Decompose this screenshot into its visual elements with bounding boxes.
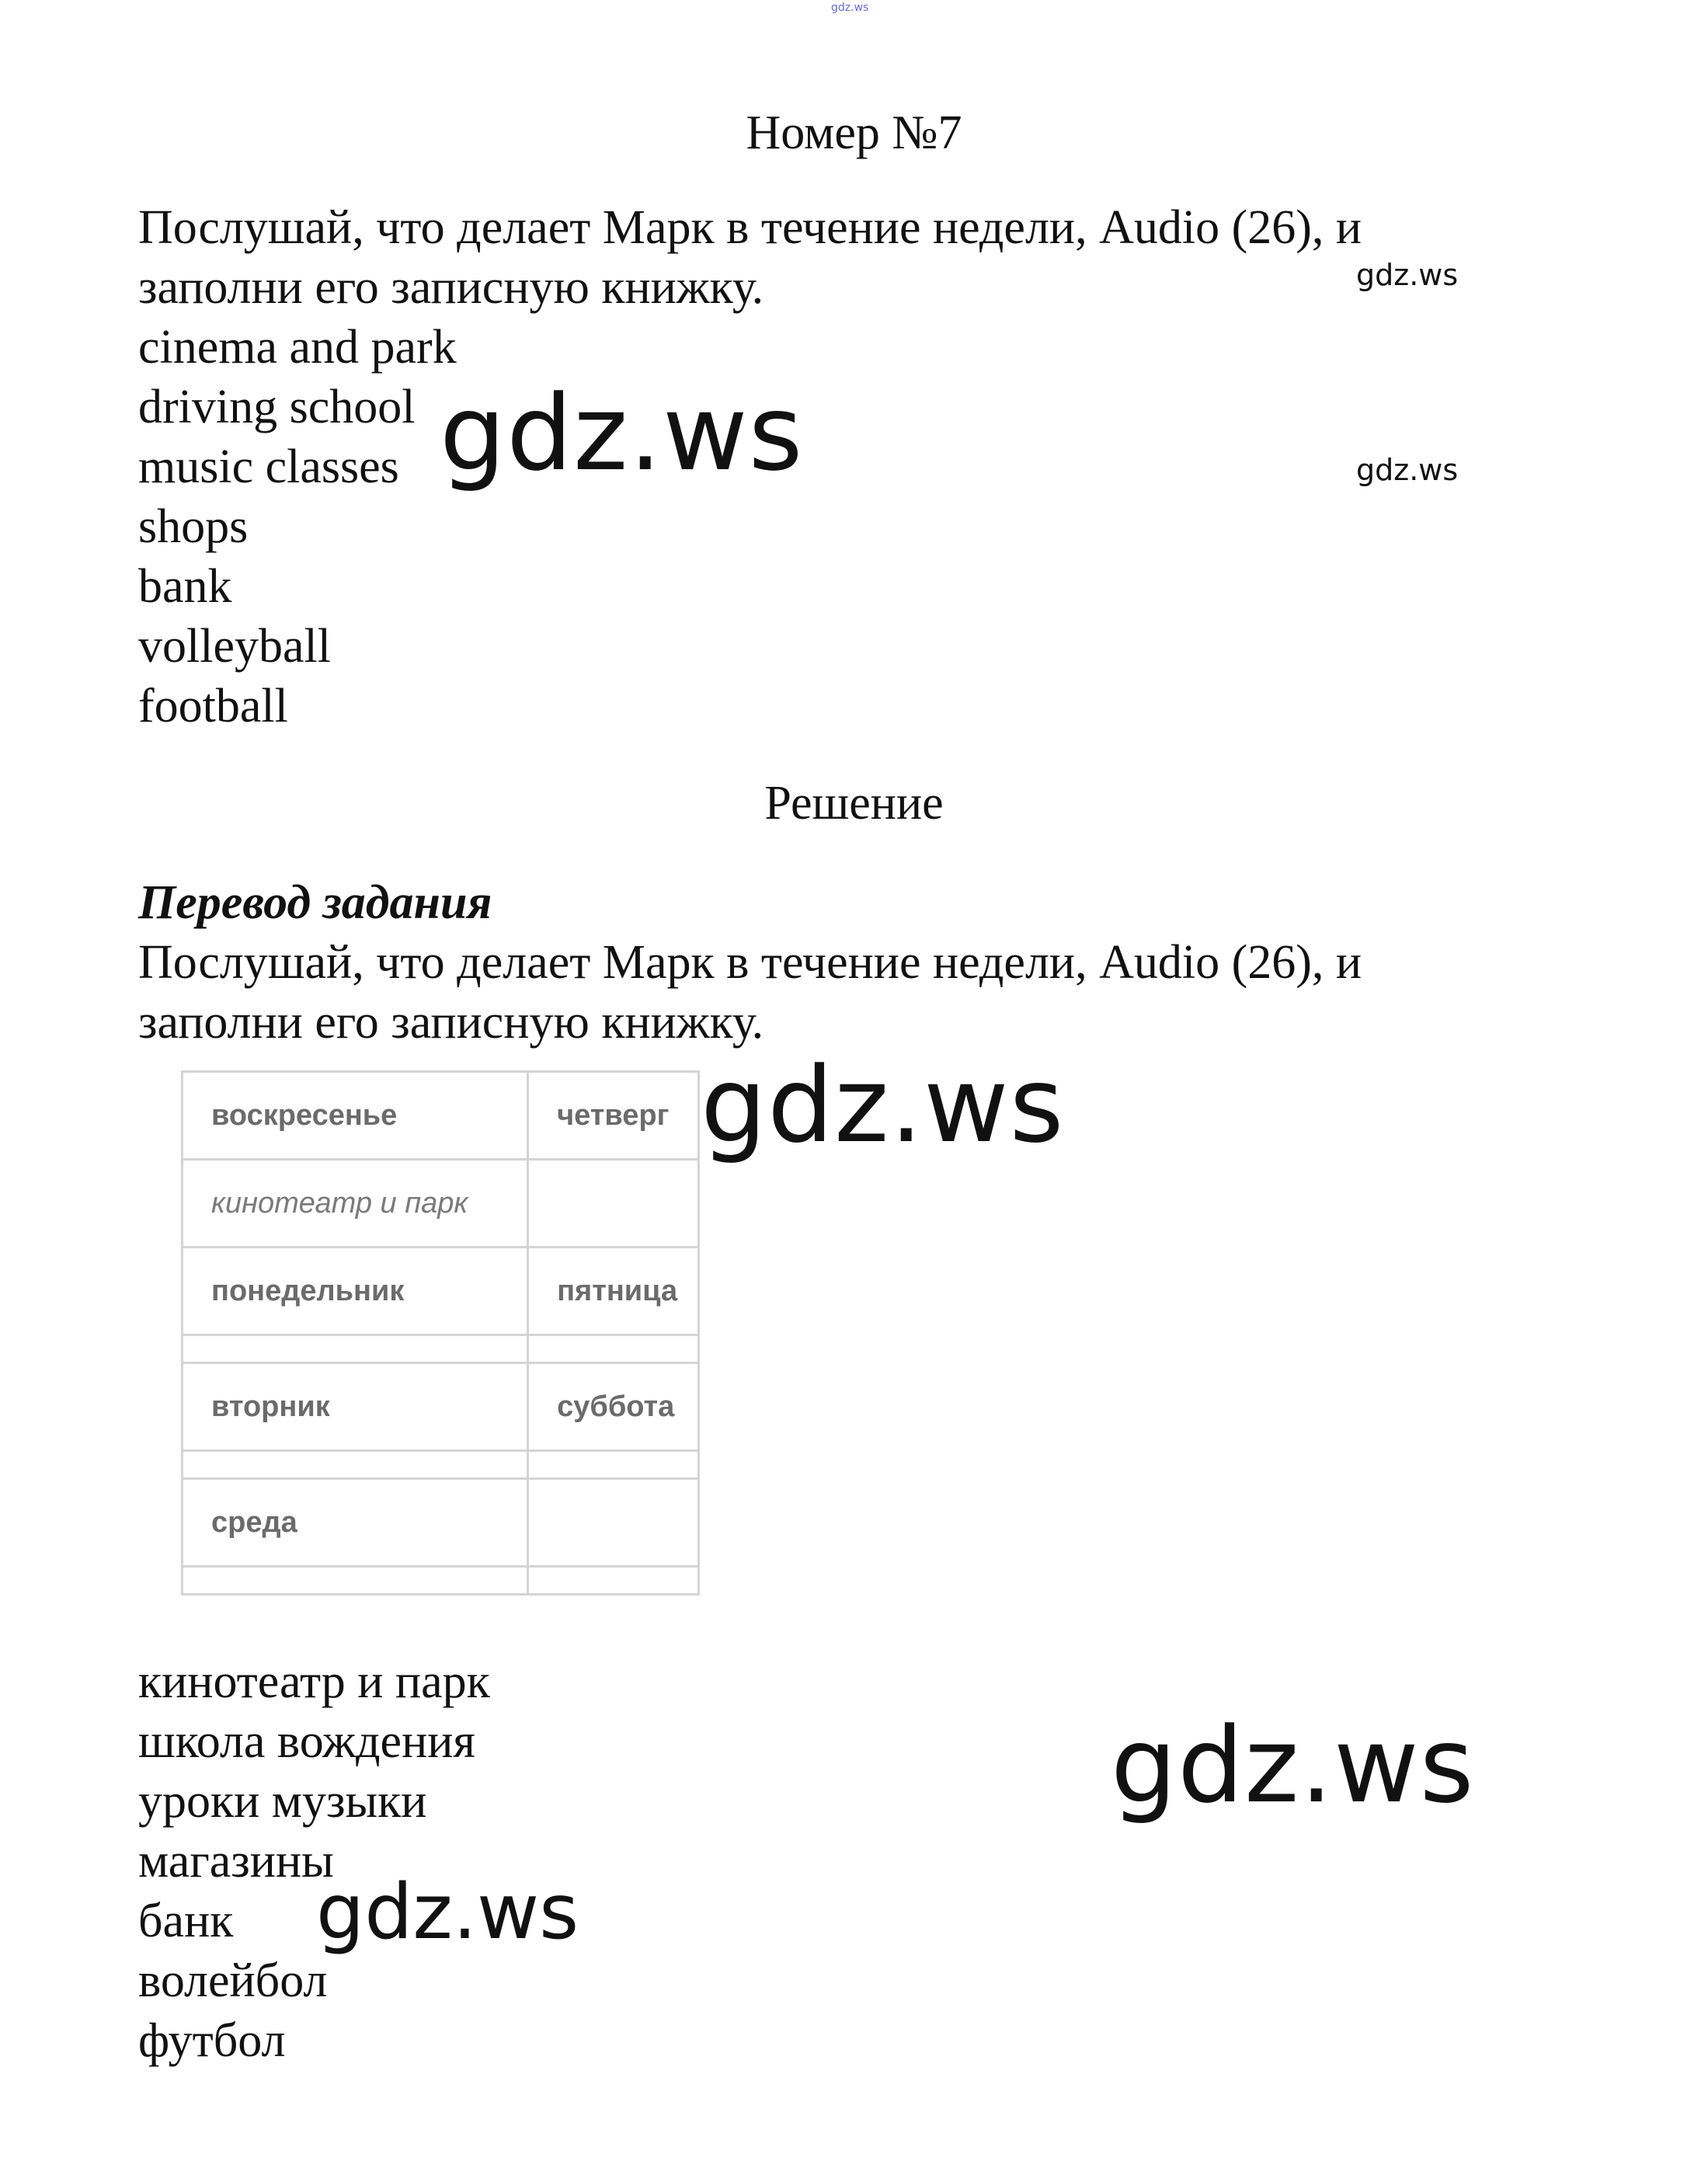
table-row bbox=[183, 1567, 699, 1595]
watermark-small: gdz.ws bbox=[1356, 453, 1459, 487]
notebook-table bbox=[181, 1070, 700, 1596]
watermark-large: gdz.ws bbox=[1111, 1705, 1475, 1826]
list-item: банк bbox=[138, 1895, 234, 1947]
wednesday-entry bbox=[183, 1567, 528, 1595]
list-item: driving school bbox=[138, 381, 416, 433]
translation-line-2: заполни его записную книжку. bbox=[138, 996, 764, 1049]
table-row bbox=[183, 1479, 699, 1567]
watermark-top: gdz.ws bbox=[831, 2, 869, 14]
task-line-1: Послушай, что делает Марк в течение недели, Audio (26), и bbox=[138, 201, 1362, 254]
table-row bbox=[183, 1363, 699, 1451]
list-item: music classes bbox=[138, 440, 399, 493]
table-row bbox=[183, 1248, 699, 1335]
sunday-entry: кинотеатр и парк bbox=[183, 1160, 528, 1248]
day-thursday: четверг bbox=[528, 1072, 699, 1160]
list-item: школа вождения bbox=[138, 1715, 475, 1768]
watermark-large: gdz.ws bbox=[316, 1868, 579, 1957]
saturday-entry bbox=[528, 1451, 699, 1479]
list-item: football bbox=[138, 680, 288, 733]
solution-heading: Решение bbox=[764, 777, 944, 830]
page-title: Номер №7 bbox=[746, 106, 962, 159]
word-list-en bbox=[138, 318, 457, 736]
day-tuesday: вторник bbox=[183, 1363, 528, 1451]
list-item: волейбол bbox=[138, 1954, 328, 2007]
empty-cell bbox=[528, 1479, 699, 1567]
day-saturday: суббота bbox=[528, 1363, 699, 1451]
watermark-large: gdz.ws bbox=[440, 373, 804, 494]
translation-heading: Перевод задания bbox=[138, 876, 492, 929]
task-line-2: заполни его записную книжку. bbox=[138, 261, 764, 314]
empty-cell bbox=[528, 1567, 699, 1595]
table-row bbox=[183, 1451, 699, 1479]
table-row bbox=[183, 1335, 699, 1363]
watermark-small: gdz.ws bbox=[1356, 258, 1459, 292]
translation-line-1: Послушай, что делает Марк в течение недели, Audio (26), и bbox=[138, 936, 1362, 989]
list-item: футбол bbox=[138, 2014, 286, 2067]
table-row bbox=[183, 1072, 699, 1160]
list-item: shops bbox=[138, 500, 249, 553]
monday-entry bbox=[183, 1335, 528, 1363]
list-item: cinema and park bbox=[138, 321, 457, 374]
watermark-large: gdz.ws bbox=[701, 1045, 1065, 1166]
list-item: уроки музыки bbox=[138, 1775, 427, 1828]
day-friday: пятница bbox=[528, 1248, 699, 1335]
friday-entry bbox=[528, 1335, 699, 1363]
day-wednesday: среда bbox=[183, 1479, 528, 1567]
tuesday-entry bbox=[183, 1451, 528, 1479]
list-item: bank bbox=[138, 560, 232, 613]
list-item: магазины bbox=[138, 1835, 334, 1888]
thursday-entry bbox=[528, 1160, 699, 1248]
list-item: volleyball bbox=[138, 620, 331, 673]
day-monday: понедельник bbox=[183, 1248, 528, 1335]
table-row bbox=[183, 1160, 699, 1248]
day-sunday: воскресенье bbox=[183, 1072, 528, 1160]
list-item: кинотеатр и парк bbox=[138, 1655, 490, 1708]
word-list-ru bbox=[138, 1652, 490, 2071]
